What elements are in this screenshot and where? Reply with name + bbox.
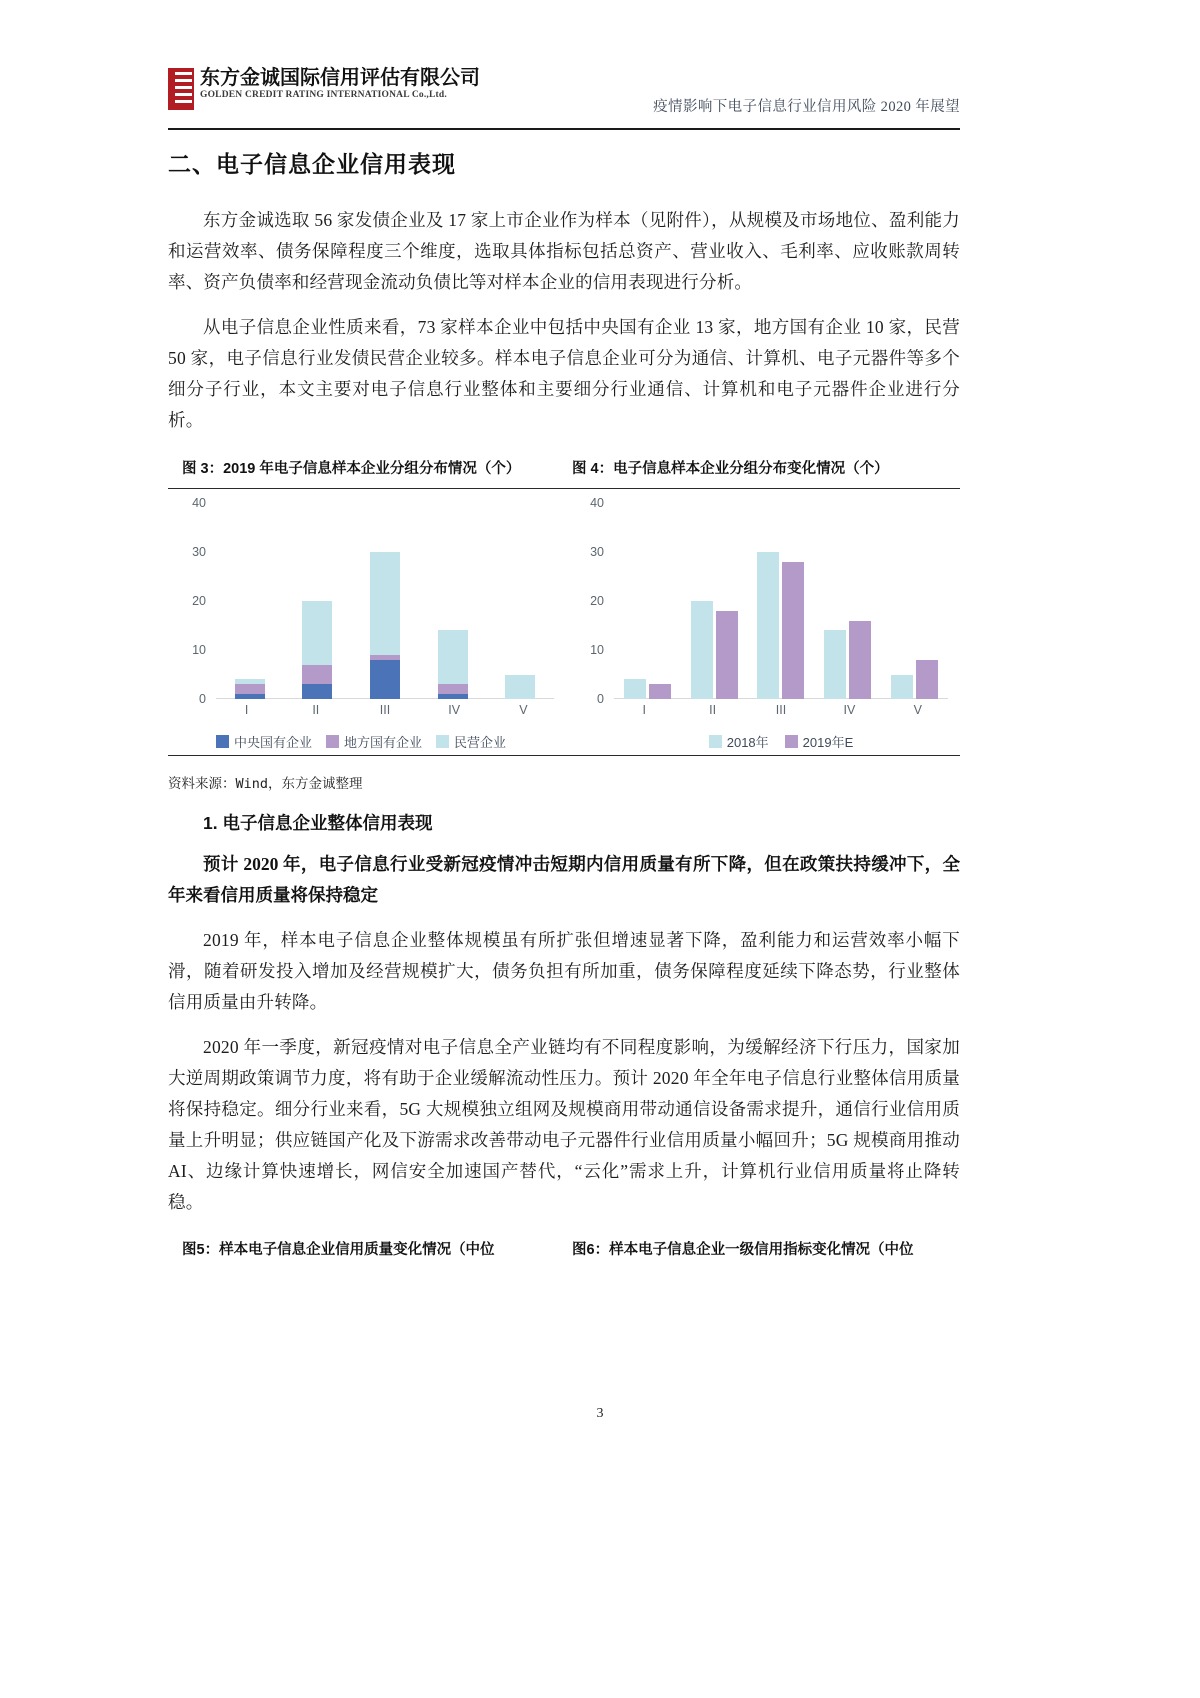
figure-3-bars	[216, 503, 554, 699]
bar[interactable]	[757, 552, 779, 699]
page-header	[168, 62, 960, 128]
bar-group	[881, 503, 948, 699]
stacked-bar[interactable]	[505, 675, 535, 700]
section-heading: 二、电子信息企业信用表现	[168, 151, 456, 177]
legend-item[interactable]	[216, 732, 312, 751]
stacked-bar[interactable]	[235, 679, 265, 699]
bar-group	[351, 503, 419, 699]
bar-segment	[370, 660, 400, 699]
x-axis-tick-label: V	[519, 703, 528, 717]
bar-segment	[302, 684, 332, 699]
header-divider	[168, 128, 960, 130]
bar-segment	[438, 694, 468, 699]
x-axis-tick-label: III	[379, 703, 391, 717]
legend-label: 2019年E	[802, 735, 854, 750]
figure-4-chart	[566, 489, 960, 755]
y-axis-tick-label: 20	[192, 594, 206, 608]
company-logo	[168, 68, 480, 110]
x-axis-tick-label: I	[244, 703, 249, 717]
y-axis-tick-label: 30	[590, 545, 604, 559]
legend-swatch-icon	[709, 735, 722, 748]
bar-segment	[235, 694, 265, 699]
x-axis-tick-label: II	[312, 703, 320, 717]
subsection-heading-1: 1. 电子信息企业整体信用表现	[203, 813, 433, 833]
bar[interactable]	[916, 660, 938, 699]
paragraph-3: 2019 年，样本电子信息企业整体规模虽有所扩张但增速显著下降，盈利能力和运营效率小幅下滑，随着研发投入增加及经营规模扩大，债务负担有所加重，债务保障程度延续下降态势，行业整体信用质量由升转降。	[168, 930, 960, 1012]
legend-swatch-icon	[216, 735, 229, 748]
paragraph-4: 2020 年一季度，新冠疫情对电子信息全产业链均有不同程度影响，为缓解经济下行压力，国家加大逆周期政策调节力度，将有助于企业缓解流动性压力。预计 2020 年全年电子信息行业整体信用质量将保持稳定。细分行业来看，5G 大规模独立组网及规模商用带动通信设备需求提升，通信行业信用质量上升明显；供应链国产化及下游需求改善带动电子元器件行业信用质量小幅回升；5G 规模商用推动 AI、边缘计算快速增长，网信安全加速国产替代，“云化”需求上升，计算机行业信用质量将止降转稳。	[168, 1037, 960, 1212]
bar-segment	[370, 552, 400, 655]
y-axis-tick-label: 0	[199, 692, 206, 706]
page-content	[168, 146, 960, 1259]
logo-mark-icon	[168, 68, 194, 110]
page-number: 3	[596, 1406, 604, 1421]
bold-paragraph-1: 预计 2020 年，电子信息行业受新冠疫情冲击短期内信用质量有所下降，但在政策扶持缓冲下，全年来看信用质量将保持稳定	[168, 854, 960, 905]
bar[interactable]	[849, 621, 871, 699]
legend-item[interactable]	[436, 732, 506, 751]
bar-segment	[505, 675, 535, 700]
bar-group	[284, 503, 352, 699]
figure-4-x-axis-labels	[610, 703, 952, 717]
bar[interactable]	[624, 679, 646, 699]
y-axis-tick-label: 30	[192, 545, 206, 559]
logo-company-name-cn: 东方金诚国际信用评估有限公司	[200, 67, 480, 89]
figure-3-x-axis-labels	[212, 703, 558, 717]
figure-3-legend	[212, 732, 558, 751]
figure-6-caption: 图6：样本电子信息企业一级信用指标变化情况（中位	[572, 1242, 914, 1258]
figure-3-chart	[168, 489, 566, 755]
y-axis-tick-label: 40	[192, 496, 206, 510]
x-axis-tick-label: IV	[448, 703, 461, 717]
running-title: 疫情影响下电子信息行业信用风险 2020 年展望	[653, 99, 960, 115]
x-axis-tick-label: III	[775, 703, 787, 717]
logo-company-name-en: GOLDEN CREDIT RATING INTERNATIONAL Co.,Ltd.	[200, 90, 447, 100]
x-axis-tick-label: V	[913, 703, 922, 717]
x-axis-tick-label: IV	[843, 703, 856, 717]
figure-3-caption: 图 3：2019 年电子信息样本企业分组分布情况（个）	[182, 461, 521, 477]
legend-label: 2018年	[726, 735, 769, 750]
figure-4-bars	[614, 503, 948, 699]
figure-3-plot-area	[172, 496, 562, 706]
bar-group	[419, 503, 487, 699]
legend-label: 中央国有企业	[234, 735, 313, 750]
stacked-bar[interactable]	[438, 630, 468, 699]
source-note: 资料来源：Wind，东方金诚整理	[168, 776, 363, 792]
figure-caption-row	[168, 458, 960, 480]
legend-item[interactable]	[785, 732, 854, 751]
stacked-bar[interactable]	[370, 552, 400, 699]
paragraph-2: 从电子信息企业性质来看，73 家样本企业中包括中央国有企业 13 家，地方国有企业 10 家，民营 50 家，电子信息行业发债民营企业较多。样本电子信息企业可分为通信、计算机、电子元器件等多个细分子行业，本文主要对电子信息行业整体和主要细分行业通信、计算机和电子元器件企业进行分析。	[168, 317, 960, 430]
bar-segment	[438, 630, 468, 684]
paragraph-1: 东方金诚选取 56 家发债企业及 17 家上市企业作为样本（见附件），从规模及市场地位、盈利能力和运营效率、债务保障程度三个维度，选取具体指标包括总资产、营业收入、毛利率、应收账款周转率、资产负债率和经营现金流动负债比等对样本企业的信用表现进行分析。	[168, 210, 960, 292]
bar-segment	[235, 684, 265, 694]
x-axis-tick-label: II	[709, 703, 717, 717]
y-axis-tick-label: 10	[192, 643, 206, 657]
bar-group	[748, 503, 815, 699]
bar[interactable]	[649, 684, 671, 699]
legend-label: 地方国有企业	[344, 735, 423, 750]
bottom-figure-caption-row	[168, 1238, 960, 1259]
legend-swatch-icon	[436, 735, 449, 748]
legend-item[interactable]	[709, 732, 769, 751]
legend-swatch-icon	[785, 735, 798, 748]
bar-group	[614, 503, 681, 699]
stacked-bar[interactable]	[302, 601, 332, 699]
legend-item[interactable]	[326, 732, 422, 751]
y-axis-tick-label: 0	[597, 692, 604, 706]
bar-group	[216, 503, 284, 699]
bar-segment	[302, 665, 332, 685]
bar-group	[681, 503, 748, 699]
figure-4-plot-area	[570, 496, 956, 706]
bar[interactable]	[891, 675, 913, 700]
x-axis-tick-label: I	[642, 703, 646, 717]
bar[interactable]	[691, 601, 713, 699]
bar-segment	[438, 684, 468, 694]
legend-swatch-icon	[326, 735, 339, 748]
bar[interactable]	[716, 611, 738, 699]
charts-band	[168, 488, 960, 756]
figure-5-caption: 图5：样本电子信息企业信用质量变化情况（中位	[182, 1242, 495, 1258]
figure-4-legend	[610, 732, 952, 751]
bar[interactable]	[824, 630, 846, 699]
bar-group	[814, 503, 881, 699]
y-axis-tick-label: 10	[590, 643, 604, 657]
bar-segment	[302, 601, 332, 665]
legend-label: 民营企业	[454, 735, 507, 750]
y-axis-tick-label: 40	[590, 496, 604, 510]
bar-group	[486, 503, 554, 699]
y-axis-tick-label: 20	[590, 594, 604, 608]
figure-4-caption: 图 4：电子信息样本企业分组分布变化情况（个）	[572, 461, 889, 477]
bar[interactable]	[782, 562, 804, 699]
